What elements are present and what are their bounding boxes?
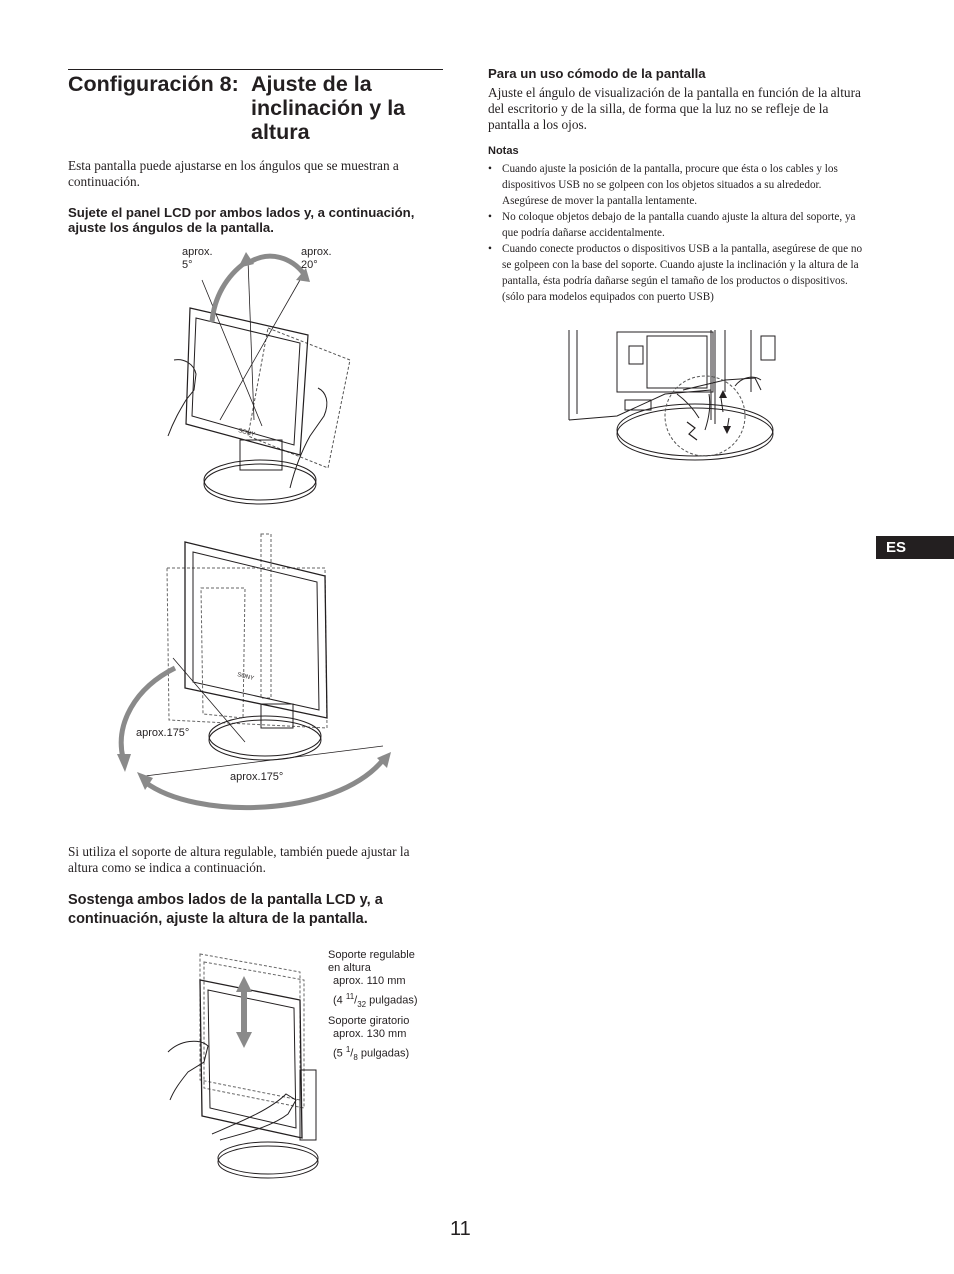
adj-line-1: Soporte regulable: [328, 949, 415, 961]
height-caption-adjustable: [328, 949, 418, 1011]
language-tab: ES: [876, 536, 954, 559]
step2-heading: Sostenga ambos lados de la pantalla LCD y, a continuación, ajuste la altura de la pantalla.: [68, 892, 383, 927]
note-item: • No coloque objetos debajo de la pantalla cuando ajuste la altura del soporte, ya que podría dañarse accidentalmente.: [488, 209, 864, 241]
height-caption-rotating: [328, 1015, 409, 1064]
title-line-3: altura: [251, 120, 310, 144]
swivel-label-1: aprox.175°: [136, 727, 190, 739]
swivel-arrow-left: [121, 668, 175, 758]
tilt-label-left-1: aprox.: [182, 246, 213, 258]
swivel-label-2: aprox.175°: [230, 771, 284, 783]
title-prefix: Configuración 8:: [68, 72, 239, 96]
note-item: • Cuando conecte productos o dispositivos USB a la pantalla, asegúrese de que no se golpeen con la base del soporte. Cuando ajuste la inclinación y la altura de la pantalla, ésta podría dañarse según el tamaño de los productos o dispositivos. (sólo para modelos equipados con puerto USB): [488, 241, 864, 305]
title-line-2: inclinación y la: [251, 96, 406, 120]
notes-heading: Notas: [488, 145, 519, 157]
tilt-figure: [150, 240, 370, 510]
brand-logo-1: SONY: [237, 428, 256, 439]
rot-line-1: Soporte giratorio: [328, 1015, 410, 1027]
adj-line-4: (4 $^{11}/_{32}$ pulgadas): [333, 992, 418, 1009]
usb-figure: [565, 330, 795, 460]
adj-line-3: aprox. 110 mm: [333, 975, 406, 987]
page-number: 11: [450, 1218, 471, 1240]
title-rule: [68, 69, 443, 70]
rot-line-3: (5 $^1/_8$ pulgadas): [333, 1045, 410, 1062]
height-figure: [160, 950, 340, 1180]
adj-line-2: en altura: [328, 962, 371, 974]
tilt-label-left-2: 5°: [182, 259, 193, 271]
title-line-1: Ajuste de la: [251, 72, 372, 96]
brand-logo-2: SONY: [236, 672, 255, 683]
tilt-label-right-2: 20°: [301, 259, 318, 271]
tilt-arrow-left: [212, 262, 246, 322]
intro-paragraph: Esta pantalla puede ajustarse en los ángulos que se muestran a continuación.: [68, 158, 399, 189]
tilt-label-right-1: aprox.: [301, 246, 332, 258]
note-item: • Cuando ajuste la posición de la pantalla, procure que ésta o los cables y los dispositivos USB no se golpeen con los objetos situados a su alrededor. Asegúrese de mover la pantalla lentamente.: [488, 161, 864, 209]
comfort-heading: Para un uso cómodo de la pantalla: [488, 66, 706, 81]
page-title: [68, 72, 448, 144]
tilt-arrow-right: [250, 256, 304, 274]
notes-list: [488, 161, 864, 305]
comfort-paragraph: Ajuste el ángulo de visualización de la pantalla en función de la altura del escritorio y de la silla, de forma que la luz no se refleje de la pantalla a los ojos.: [488, 85, 861, 132]
rot-line-2: aprox. 130 mm: [333, 1028, 407, 1040]
height-intro: Si utiliza el soporte de altura regulable, también puede ajustar la altura como se indica a continuación.: [68, 844, 410, 875]
step1-heading: Sujete el panel LCD por ambos lados y, a continuación, ajuste los ángulos de la pantalla.: [68, 205, 415, 235]
